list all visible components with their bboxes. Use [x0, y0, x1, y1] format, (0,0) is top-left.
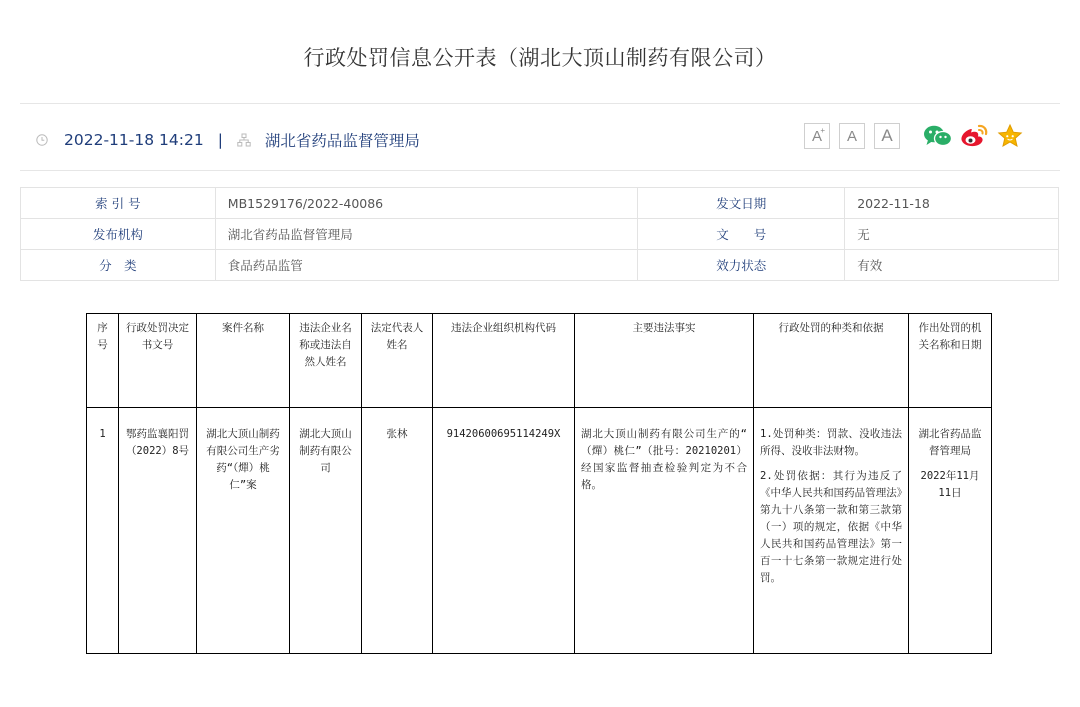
- font-size-medium-label: A: [846, 127, 857, 145]
- penalty-basis: 2.处罚依据：其行为违反了《中华人民共和国药品管理法》第九十八条第一款和第三款第（一）项的规定，依据《中华人民共和国药品管理法》第一百一十七条第一款规定进行处罚。: [760, 470, 902, 584]
- header-org-code: 违法企业组织机构代码: [433, 314, 575, 408]
- cell-penalty: [754, 408, 909, 654]
- category-value: 食品药品监管: [215, 250, 638, 281]
- font-size-large-label: A: [811, 127, 822, 145]
- penalty-table: [86, 313, 992, 654]
- document-info-table: [20, 187, 1059, 281]
- star-icon: [996, 123, 1024, 149]
- favorite-button[interactable]: [995, 122, 1025, 150]
- index-value: MB1529176/2022-40086: [215, 188, 638, 219]
- publish-datetime: 2022-11-18 14:21: [64, 131, 204, 149]
- header-case-name: 案件名称: [197, 314, 290, 408]
- font-size-small-button[interactable]: [874, 123, 900, 149]
- header-legal-rep: 法定代表人姓名: [362, 314, 433, 408]
- header-authority: 作出处罚的机关名称和日期: [909, 314, 992, 408]
- cell-facts: 湖北大顶山制药有限公司生产的“ （燀）桃仁”（批号：20210201）经国家监督抽查检验判定为不合格。: [575, 408, 754, 654]
- header-facts: 主要违法事实: [575, 314, 754, 408]
- docno-label: 文 号: [638, 219, 845, 250]
- header-decision-no: 行政处罚决定书文号: [119, 314, 197, 408]
- penalty-type: 1.处罚种类：罚款、没收违法所得、没收非法财物。: [760, 428, 902, 457]
- authority-name: 湖北省药品监督管理局: [918, 428, 982, 457]
- publisher-name[interactable]: 湖北省药品监督管理局: [264, 132, 420, 150]
- status-value: 有效: [845, 250, 1059, 281]
- info-row: [21, 188, 1059, 219]
- authority-date: 2022年11月11日: [920, 470, 980, 499]
- wechat-icon: [923, 124, 953, 148]
- header-violator: 违法企业名称或违法自然人姓名: [290, 314, 362, 408]
- clock-icon: [36, 134, 48, 146]
- wechat-share-button[interactable]: [923, 122, 953, 150]
- meta-divider: [20, 170, 1060, 171]
- weibo-share-button[interactable]: [959, 122, 989, 150]
- status-label: 效力状态: [638, 250, 845, 281]
- docno-value: 无: [845, 219, 1059, 250]
- category-label: 分 类: [21, 250, 216, 281]
- font-size-small-label: A: [881, 126, 893, 145]
- weibo-icon: [959, 123, 989, 149]
- agency-value: 湖北省药品监督管理局: [215, 219, 638, 250]
- organization-icon: [237, 133, 251, 147]
- penalty-table-header: [87, 314, 992, 408]
- cell-case-name: 湖北大顶山制药有限公司生产劣药“（燀）桃仁”案: [197, 408, 290, 654]
- header-penalty: 行政处罚的种类和依据: [754, 314, 909, 408]
- date-label: 发文日期: [638, 188, 845, 219]
- article-toolbar: [804, 122, 1025, 150]
- page-title: 行政处罚信息公开表（湖北大顶山制药有限公司）: [303, 46, 777, 70]
- font-size-large-mark: +: [820, 126, 825, 135]
- font-size-medium-button[interactable]: [839, 123, 865, 149]
- index-label: 索 引 号: [21, 188, 216, 219]
- cell-legal-rep: 张林: [362, 408, 433, 654]
- date-value: 2022-11-18: [845, 188, 1059, 219]
- font-size-large-button[interactable]: [804, 123, 830, 149]
- table-row: [87, 408, 992, 654]
- cell-decision-no: 鄂药监襄阳罚（2022）8号: [119, 408, 197, 654]
- article-meta: [36, 128, 420, 152]
- header-seq: 序号: [87, 314, 119, 408]
- cell-violator: 湖北大顶山制药有限公司: [290, 408, 362, 654]
- info-row: [21, 219, 1059, 250]
- title-divider: [20, 103, 1060, 104]
- cell-seq: 1: [87, 408, 119, 654]
- cell-org-code: 91420600695114249X: [433, 408, 575, 654]
- cell-authority: [909, 408, 992, 654]
- agency-label: 发布机构: [21, 219, 216, 250]
- info-row: [21, 250, 1059, 281]
- meta-separator: |: [217, 131, 223, 149]
